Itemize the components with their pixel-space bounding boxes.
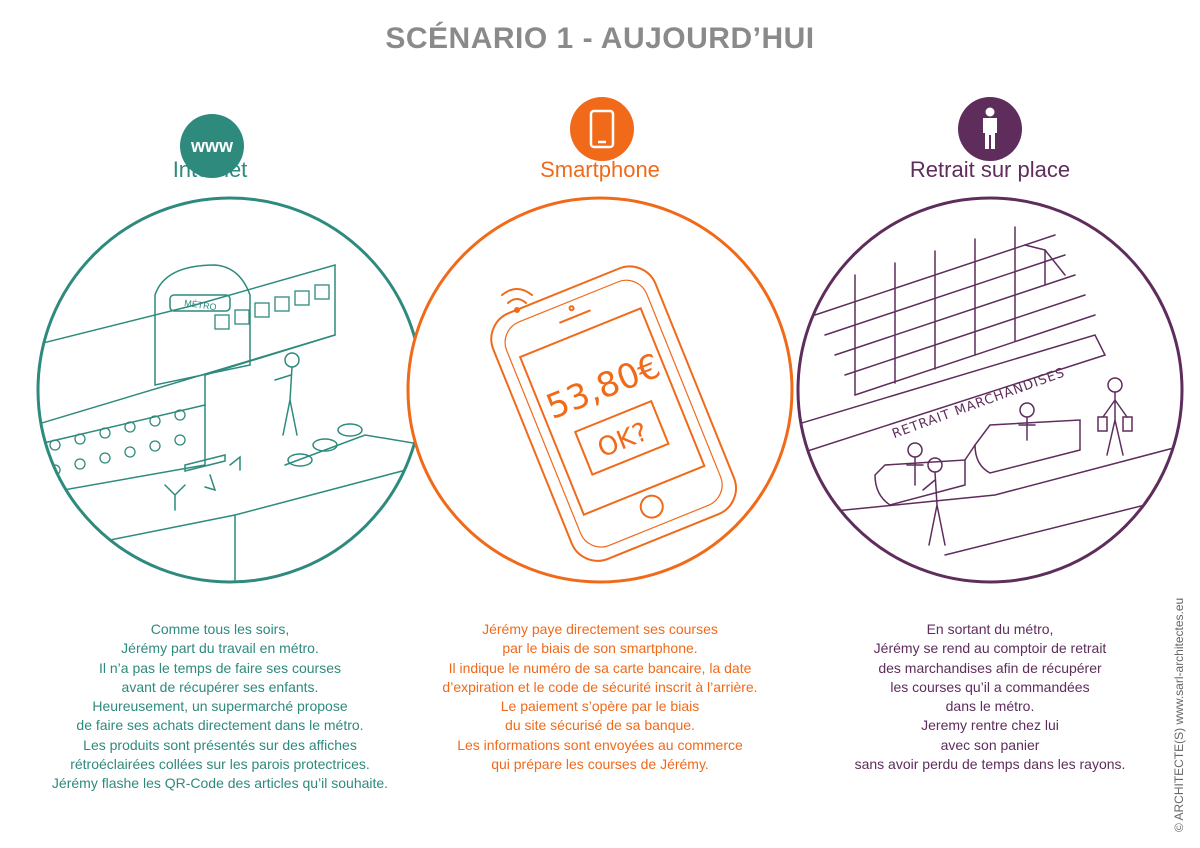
copyright-credit: © ARCHITECTE(S) www.sarl-architectes.eu — [1172, 597, 1186, 832]
paragraph-line: Jérémy part du travail en métro. — [121, 640, 319, 657]
person-glyph — [978, 107, 1002, 151]
paragraph-line: de faire ses achats directement dans le métro. — [76, 717, 364, 734]
paragraph-line: qui prépare les courses de Jérémy. — [491, 756, 709, 773]
paragraph-line: dans le métro. — [945, 698, 1035, 715]
paragraph-line: Jérémy paye directement ses courses — [482, 621, 718, 637]
paragraph-line: Les informations sont envoyées au commerce — [457, 736, 743, 753]
retrait-sign-text: RETRAIT MARCHANDISES — [890, 365, 1068, 443]
paragraph-line: Comme tous les soirs, — [150, 621, 290, 637]
paragraph-line: Jérémy flashe les QR-Code des articles qu’il souhaite. — [51, 775, 389, 792]
retrait-counter-sketch — [795, 195, 1185, 585]
paragraph-line: des marchandises afin de récupérer — [878, 659, 1102, 676]
metro-sign-text: MÉTRO — [183, 297, 218, 313]
paragraph-line: d’expiration et le code de sécurité inscrit à l’arrière. — [442, 678, 758, 695]
smartphone-icon — [570, 97, 634, 161]
ok-text: OK? — [593, 417, 653, 465]
internet-metro-sketch — [35, 195, 425, 585]
paragraph-line: sans avoir perdu de temps dans les rayons. — [854, 756, 1126, 773]
paragraph-line: par le biais de son smartphone. — [502, 640, 698, 657]
paragraph-line: En sortant du métro, — [926, 621, 1054, 637]
paragraph-line: du site sécurisé de sa banque. — [505, 717, 695, 734]
paragraph-line: Jeremy rentre chez lui — [921, 717, 1059, 734]
paragraph-line: Les produits sont présentés sur des affiches — [83, 736, 357, 753]
smartphone-payment-sketch — [405, 195, 795, 585]
www-badge-text: www — [190, 135, 233, 156]
price-text: 53,80€ — [540, 346, 667, 428]
smartphone-label: Smartphone — [540, 157, 660, 182]
paragraph-line: rétroéclairées collées sur les parois protectrices. — [70, 756, 370, 773]
page-title: SCÉNARIO 1 - AUJOURD’HUI — [385, 22, 815, 55]
paragraph-line: Il indique le numéro de sa carte bancaire, la date — [448, 659, 752, 676]
paragraph-line: Il n’a pas le temps de faire ses courses — [98, 659, 341, 676]
paragraph-line: Le paiement s’opère par le biais — [500, 698, 700, 715]
paragraph-line: Heureusement, un supermarché propose — [92, 698, 348, 715]
paragraph-line: Jérémy se rend au comptoir de retrait — [873, 640, 1107, 657]
paragraph-line: avec son panier — [940, 736, 1040, 753]
smartphone-glyph — [589, 109, 615, 149]
person-icon — [958, 97, 1022, 161]
internet-paragraph — [30, 620, 410, 794]
smartphone-paragraph — [410, 620, 790, 774]
paragraph-line: les courses qu’il a commandées — [890, 678, 1090, 695]
retrait-label: Retrait sur place — [909, 157, 1071, 182]
internet-label: Internet — [172, 157, 248, 182]
retrait-paragraph — [800, 620, 1180, 774]
paragraph-line: avant de récupérer ses enfants. — [121, 678, 319, 695]
